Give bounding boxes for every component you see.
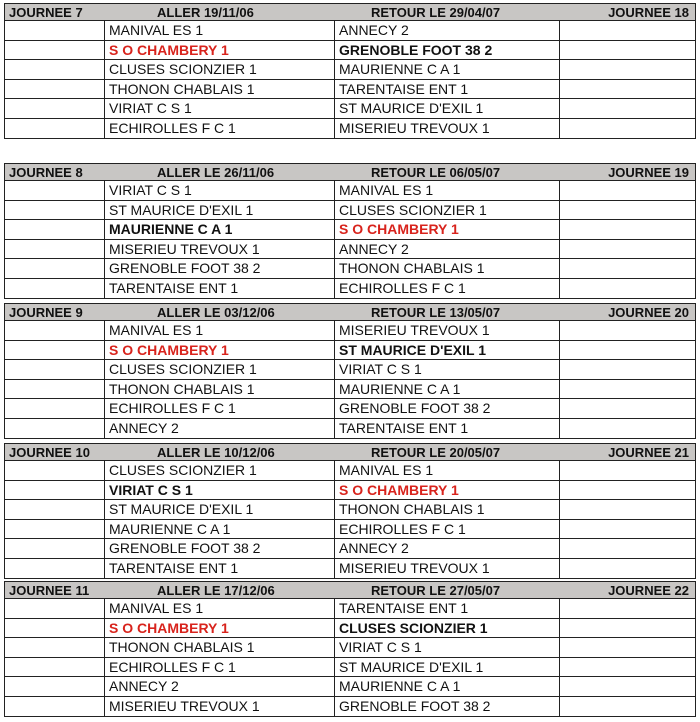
away-team: GRENOBLE FOOT 38 2 [335,697,560,717]
away-team: MANIVAL ES 1 [335,461,560,480]
away-team: ECHIROLLES F C 1 [335,279,560,299]
away-team: ST MAURICE D'EXIL 1 [335,341,560,360]
home-team: TARENTAISE ENT 1 [105,559,335,579]
blank-cell [560,619,695,638]
match-row [5,41,695,61]
blank-cell [560,638,695,657]
journee-retour-label: JOURNEE 19 [608,165,689,180]
home-team: ST MAURICE D'EXIL 1 [105,201,335,220]
home-team: THONON CHABLAIS 1 [105,638,335,657]
blank-cell [5,520,105,539]
away-team: THONON CHABLAIS 1 [335,500,560,519]
match-row [5,559,695,579]
blank-cell [5,240,105,259]
home-team: ANNECY 2 [105,419,335,439]
match-row [5,220,695,240]
match-row [5,481,695,501]
home-team: ECHIROLLES F C 1 [105,658,335,677]
blank-cell [5,99,105,118]
match-row [5,380,695,400]
blank-cell [5,181,105,200]
block-header [5,304,695,321]
away-team: MAURIENNE C A 1 [335,380,560,399]
blank-cell [5,619,105,638]
match-row [5,500,695,520]
away-team: MISERIEU TREVOUX 1 [335,119,560,139]
blank-cell [560,399,695,418]
journee-block [4,303,696,439]
blank-cell [5,677,105,696]
retour-date: RETOUR LE 20/05/07 [371,445,501,460]
blank-cell [560,419,695,439]
home-team: ECHIROLLES F C 1 [105,119,335,139]
home-team: VIRIAT C S 1 [105,481,335,500]
retour-date: RETOUR LE 06/05/07 [371,165,501,180]
match-row [5,119,695,139]
retour-date: RETOUR LE 29/04/07 [371,5,501,20]
away-team: ANNECY 2 [335,240,560,259]
match-row [5,638,695,658]
home-team: CLUSES SCIONZIER 1 [105,360,335,379]
blank-cell [560,500,695,519]
blank-cell [560,599,695,618]
journee-label: JOURNEE 11 [9,583,90,598]
match-row [5,240,695,260]
home-team: ECHIROLLES F C 1 [105,399,335,418]
journee-label: JOURNEE 8 [9,165,83,180]
journee-block [4,163,696,299]
blank-cell [560,80,695,99]
away-team: GRENOBLE FOOT 38 2 [335,41,560,60]
blank-cell [5,201,105,220]
journee-label: JOURNEE 9 [9,305,83,320]
blank-cell [560,697,695,717]
home-team: MISERIEU TREVOUX 1 [105,240,335,259]
aller-date: ALLER LE 17/12/06 [157,583,275,598]
home-team: TARENTAISE ENT 1 [105,279,335,299]
blank-cell [5,341,105,360]
journee-retour-label: JOURNEE 21 [608,445,689,460]
match-row [5,21,695,41]
blank-cell [560,99,695,118]
match-row [5,60,695,80]
blank-cell [560,201,695,220]
away-team: S O CHAMBERY 1 [335,481,560,500]
journee-label: JOURNEE 7 [9,5,83,20]
away-team: MISERIEU TREVOUX 1 [335,559,560,579]
home-team: MAURIENNE C A 1 [105,520,335,539]
blank-cell [5,539,105,558]
away-team: VIRIAT C S 1 [335,360,560,379]
block-header [5,4,695,21]
away-team: S O CHAMBERY 1 [335,220,560,239]
journee-retour-label: JOURNEE 20 [608,305,689,320]
match-row [5,321,695,341]
journee-block [4,581,696,717]
home-team: MANIVAL ES 1 [105,21,335,40]
home-team: CLUSES SCIONZIER 1 [105,461,335,480]
blank-cell [560,259,695,278]
away-team: CLUSES SCIONZIER 1 [335,201,560,220]
match-row [5,658,695,678]
away-team: MAURIENNE C A 1 [335,677,560,696]
blank-cell [5,697,105,717]
home-team: THONON CHABLAIS 1 [105,380,335,399]
match-row [5,461,695,481]
blank-cell [560,658,695,677]
match-row [5,279,695,299]
aller-date: ALLER 19/11/06 [157,5,254,20]
journee-block [4,3,696,139]
home-team: S O CHAMBERY 1 [105,41,335,60]
away-team: THONON CHABLAIS 1 [335,259,560,278]
blank-cell [5,658,105,677]
match-row [5,181,695,201]
away-team: MANIVAL ES 1 [335,181,560,200]
blank-cell [5,259,105,278]
home-team: MANIVAL ES 1 [105,599,335,618]
match-row [5,80,695,100]
blank-cell [560,41,695,60]
aller-date: ALLER LE 26/11/06 [157,165,275,180]
blank-cell [5,321,105,340]
match-row [5,99,695,119]
blank-cell [560,119,695,139]
away-team: ECHIROLLES F C 1 [335,520,560,539]
blank-cell [560,279,695,299]
blank-cell [5,500,105,519]
blank-cell [5,360,105,379]
retour-date: RETOUR LE 27/05/07 [371,583,501,598]
away-team: MISERIEU TREVOUX 1 [335,321,560,340]
blank-cell [560,60,695,79]
home-team: MANIVAL ES 1 [105,321,335,340]
home-team: GRENOBLE FOOT 38 2 [105,539,335,558]
blank-cell [560,539,695,558]
aller-date: ALLER LE 03/12/06 [157,305,275,320]
match-row [5,539,695,559]
blank-cell [5,638,105,657]
home-team: CLUSES SCIONZIER 1 [105,60,335,79]
home-team: ST MAURICE D'EXIL 1 [105,500,335,519]
retour-date: RETOUR LE 13/05/07 [371,305,501,320]
home-team: VIRIAT C S 1 [105,181,335,200]
blank-cell [560,181,695,200]
blank-cell [560,240,695,259]
away-team: TARENTAISE ENT 1 [335,599,560,618]
blank-cell [5,461,105,480]
home-team: ANNECY 2 [105,677,335,696]
journee-label: JOURNEE 10 [9,445,90,460]
blank-cell [560,481,695,500]
blank-cell [5,21,105,40]
block-header [5,164,695,181]
match-row [5,419,695,439]
away-team: TARENTAISE ENT 1 [335,419,560,439]
match-row [5,399,695,419]
blank-cell [5,60,105,79]
blank-cell [5,119,105,139]
blank-cell [560,220,695,239]
match-row [5,619,695,639]
home-team: S O CHAMBERY 1 [105,619,335,638]
blank-cell [5,599,105,618]
away-team: VIRIAT C S 1 [335,638,560,657]
match-row [5,599,695,619]
blank-cell [5,380,105,399]
blank-cell [5,419,105,439]
blank-cell [560,520,695,539]
match-row [5,360,695,380]
match-row [5,677,695,697]
blank-cell [5,279,105,299]
home-team: GRENOBLE FOOT 38 2 [105,259,335,278]
home-team: S O CHAMBERY 1 [105,341,335,360]
match-row [5,259,695,279]
match-row [5,520,695,540]
blank-cell [5,80,105,99]
journee-retour-label: JOURNEE 18 [608,5,689,20]
blank-cell [560,360,695,379]
away-team: MAURIENNE C A 1 [335,60,560,79]
match-row [5,697,695,717]
away-team: ANNECY 2 [335,539,560,558]
blank-cell [560,321,695,340]
journee-retour-label: JOURNEE 22 [608,583,689,598]
home-team: MAURIENNE C A 1 [105,220,335,239]
blank-cell [5,41,105,60]
away-team: ST MAURICE D'EXIL 1 [335,658,560,677]
block-header [5,444,695,461]
away-team: GRENOBLE FOOT 38 2 [335,399,560,418]
blank-cell [560,559,695,579]
away-team: ST MAURICE D'EXIL 1 [335,99,560,118]
match-row [5,201,695,221]
blank-cell [560,341,695,360]
blank-cell [560,461,695,480]
journee-block [4,443,696,579]
blank-cell [5,220,105,239]
away-team: TARENTAISE ENT 1 [335,80,560,99]
blank-cell [5,559,105,579]
blank-cell [560,677,695,696]
blank-cell [560,21,695,40]
aller-date: ALLER LE 10/12/06 [157,445,275,460]
blank-cell [560,380,695,399]
match-row [5,341,695,361]
away-team: CLUSES SCIONZIER 1 [335,619,560,638]
blank-cell [5,481,105,500]
home-team: VIRIAT C S 1 [105,99,335,118]
home-team: MISERIEU TREVOUX 1 [105,697,335,717]
blank-cell [5,399,105,418]
home-team: THONON CHABLAIS 1 [105,80,335,99]
away-team: ANNECY 2 [335,21,560,40]
block-header [5,582,695,599]
